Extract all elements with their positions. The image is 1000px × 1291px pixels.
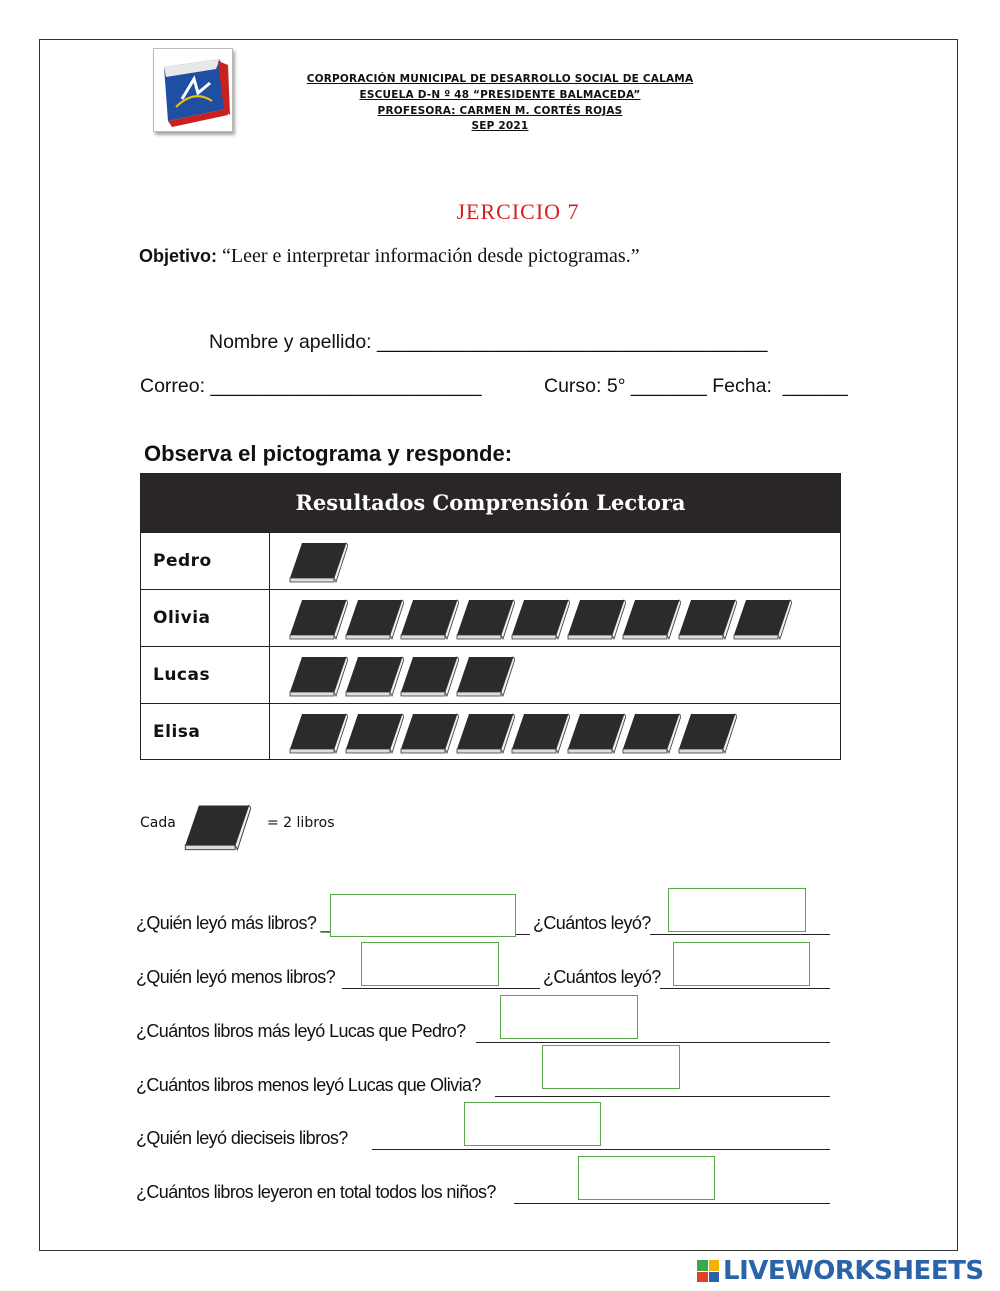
exercise-title: JERCICIO 7	[456, 199, 580, 224]
pictogram-title: Resultados Comprensión Lectora	[141, 474, 840, 532]
book-icon	[344, 654, 404, 698]
book-icon	[732, 597, 792, 641]
question-2b: ¿Cuántos leyó?	[543, 967, 661, 987]
answer-box[interactable]	[578, 1156, 715, 1200]
answer-box[interactable]	[361, 942, 499, 986]
header-school: ESCUELA D-N º 48 “PRESIDENTE BALMACEDA”	[359, 89, 641, 101]
book-icon	[455, 597, 515, 641]
book-icon	[399, 711, 459, 755]
book-icon	[455, 711, 515, 755]
question-5: ¿Quién leyó dieciseis libros?	[136, 1128, 348, 1148]
liveworksheets-brand[interactable]	[697, 1255, 984, 1287]
answer-line	[495, 1096, 830, 1097]
correo-field[interactable]: Correo: _________________________	[140, 375, 482, 397]
name-field[interactable]: Nombre y apellido: ____________________________________	[209, 331, 768, 353]
legend-equals: = 2 libros	[267, 815, 335, 831]
book-icon	[510, 711, 570, 755]
book-icon	[677, 711, 737, 755]
pictogram-table	[140, 473, 841, 760]
answer-line	[650, 934, 830, 935]
pictogram-row	[141, 646, 840, 703]
answer-line	[476, 1042, 830, 1043]
book-icon	[399, 597, 459, 641]
answer-line	[342, 988, 540, 989]
answer-line	[516, 934, 530, 935]
book-icon	[399, 654, 459, 698]
book-icon	[344, 711, 404, 755]
question-3: ¿Cuántos libros más leyó Lucas que Pedro?	[136, 1021, 466, 1041]
answer-box[interactable]	[673, 942, 810, 986]
question-1a: ¿Quién leyó más libros? _	[136, 913, 331, 933]
row-icons	[270, 704, 840, 760]
book-icon	[621, 711, 681, 755]
pictogram-row	[141, 589, 840, 646]
curso-fecha-field[interactable]: Curso: 5° _______ Fecha: ______	[544, 375, 848, 397]
book-icon	[677, 597, 737, 641]
book-icon	[288, 711, 348, 755]
row-icons	[270, 647, 840, 703]
book-icon	[344, 597, 404, 641]
book-icon	[621, 597, 681, 641]
book-icon	[510, 597, 570, 641]
answer-box[interactable]	[542, 1045, 680, 1089]
row-name: Elisa	[141, 704, 270, 760]
objective	[139, 245, 640, 268]
section-title: Observa el pictograma y responde:	[144, 441, 513, 466]
row-name: Lucas	[141, 647, 270, 703]
question-1b: ¿Cuántos leyó?	[533, 913, 651, 933]
pictogram-row	[141, 703, 840, 760]
answer-line	[372, 1149, 830, 1150]
book-icon	[566, 597, 626, 641]
row-icons	[270, 533, 840, 589]
question-2a: ¿Quién leyó menos libros?	[136, 967, 336, 987]
answer-box[interactable]	[500, 995, 638, 1039]
book-icon	[566, 711, 626, 755]
book-icon	[455, 654, 515, 698]
header-corporation: CORPORACIÓN MUNICIPAL DE DESARROLLO SOCIAL DE CALAMA	[306, 73, 694, 85]
row-icons	[270, 590, 840, 646]
objective-text: “Leer e interpretar información desde pictogramas.”	[217, 245, 640, 267]
objective-label: Objetivo:	[139, 246, 218, 266]
answer-box[interactable]	[464, 1102, 601, 1146]
header-date: SEP 2021	[471, 120, 529, 132]
school-logo	[153, 48, 233, 132]
answer-box[interactable]	[330, 894, 516, 937]
row-name: Pedro	[141, 533, 270, 589]
question-6: ¿Cuántos libros leyeron en total todos los niños?	[136, 1182, 496, 1202]
answer-line	[514, 1203, 830, 1204]
brand-logo-icon	[697, 1260, 719, 1282]
book-icon	[183, 800, 251, 854]
legend-label: Cada	[140, 815, 176, 831]
answer-line	[660, 988, 830, 989]
book-icon	[288, 654, 348, 698]
row-name: Olivia	[141, 590, 270, 646]
brand-text: LIVEWORKSHEETS	[723, 1256, 984, 1286]
question-4: ¿Cuántos libros menos leyó Lucas que Olivia?	[136, 1075, 481, 1095]
header-teacher: PROFESORA: CARMEN M. CORTÉS ROJAS	[377, 105, 623, 117]
answer-box[interactable]	[668, 888, 806, 932]
book-icon	[288, 597, 348, 641]
pictogram-row	[141, 532, 840, 589]
book-icon	[288, 540, 348, 584]
